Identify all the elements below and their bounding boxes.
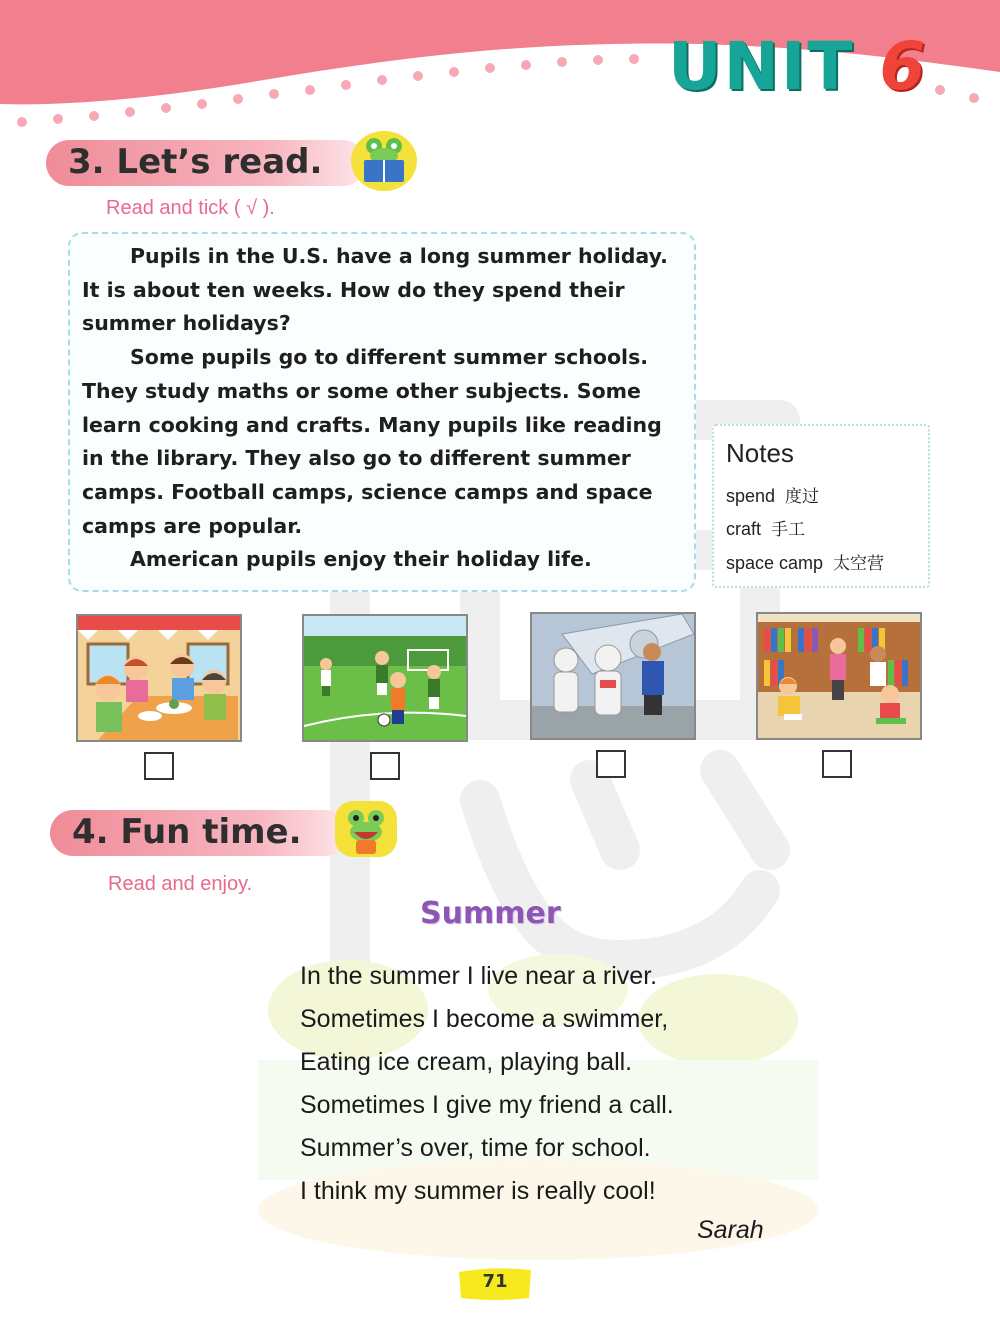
tick-checkbox[interactable] — [822, 750, 852, 778]
reading-paragraph: Some pupils go to different summer schools. They study maths or some other subjects. Some learn cooking and crafts. Many pupils like reading in the library. They also go to different summer camps. Football camps, science camps and space camps are popular. — [82, 345, 662, 538]
note-word: craft — [726, 519, 762, 539]
tick-checkbox[interactable] — [370, 752, 400, 780]
note-item — [726, 515, 805, 540]
reading-paragraph: American pupils enjoy their holiday life. — [130, 547, 592, 572]
note-word: spend — [726, 486, 776, 506]
note-word: space camp — [726, 553, 824, 573]
note-item — [726, 549, 884, 574]
note-translation: 太空营 — [833, 554, 885, 574]
reading-paragraph: Pupils in the U.S. have a long summer holiday. It is about ten weeks. How do they spend their summer holidays? — [82, 244, 668, 336]
space-camp-picture — [530, 612, 696, 740]
poem-line: In the summer I live near a river. — [300, 962, 658, 990]
note-item — [726, 482, 819, 507]
section-4-instruction: Read and enjoy. — [108, 873, 253, 895]
poem-line: Eating ice cream, playing ball. — [300, 1048, 633, 1076]
poem-author: Sarah — [697, 1216, 764, 1244]
laughing-mascot-icon — [334, 800, 398, 858]
tick-checkbox[interactable] — [596, 750, 626, 778]
reading-frog-mascot-icon — [350, 130, 418, 192]
unit-heading — [668, 28, 927, 105]
notes-title: Notes — [726, 438, 794, 468]
football-camp-picture — [302, 614, 468, 742]
tick-checkbox[interactable] — [144, 752, 174, 780]
poem-line: Summer’s over, time for school. — [300, 1134, 651, 1162]
page-number: 71 — [482, 1271, 508, 1292]
section-3-instruction: Read and tick ( √ ). — [106, 197, 275, 219]
poem-title: Summer — [420, 896, 561, 931]
note-translation: 度过 — [785, 487, 820, 507]
note-translation: 手工 — [771, 520, 806, 540]
unit-number: 6 — [879, 28, 928, 105]
reading-passage — [82, 240, 682, 577]
unit-word: UNIT — [668, 28, 855, 105]
section-3-title: 3. Let’s read. — [68, 142, 323, 182]
poem-line: Sometimes I become a swimmer, — [300, 1005, 669, 1033]
poem-line: I think my summer is really cool! — [300, 1177, 656, 1205]
poem-line: Sometimes I give my friend a call. — [300, 1091, 674, 1119]
cooking-class-picture — [76, 614, 242, 742]
library-reading-picture — [756, 612, 922, 740]
section-4-title: 4. Fun time. — [72, 812, 302, 852]
